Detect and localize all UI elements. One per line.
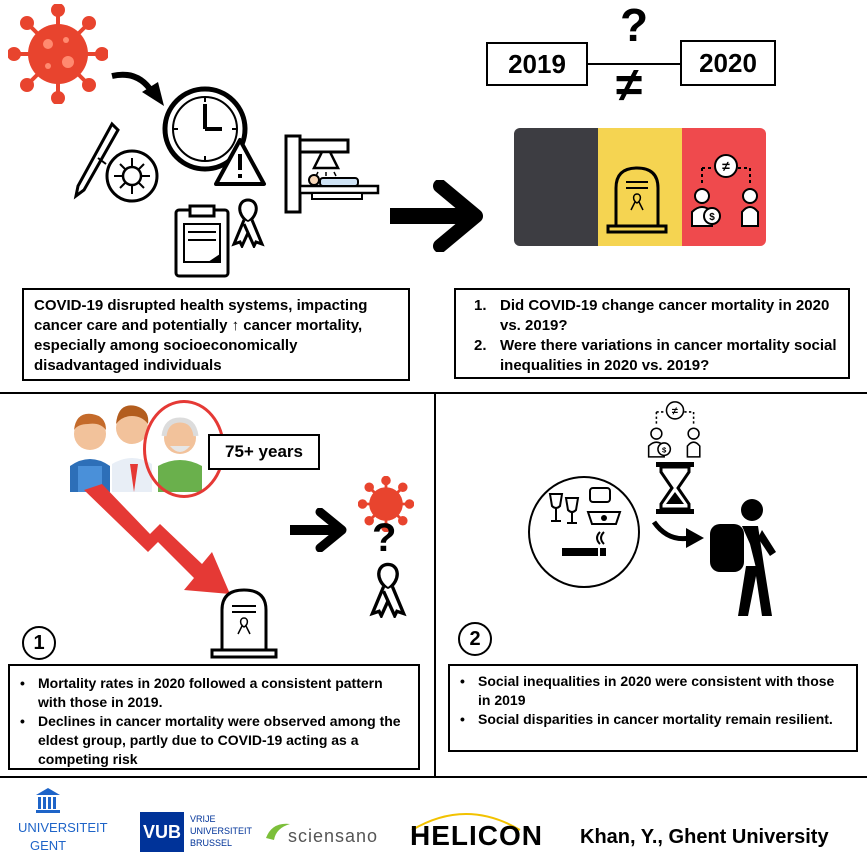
vub-name-line2: UNIVERSITEIT	[190, 826, 253, 836]
panel1-findings-box	[8, 664, 420, 770]
awareness-ribbon-icon	[364, 560, 412, 618]
age-label-box	[208, 434, 320, 470]
author-credit: Khan, Y., Ghent University	[580, 826, 829, 848]
sciensano-logo: sciensano	[288, 826, 379, 846]
alcohol-glasses-icon	[546, 490, 582, 526]
question-mark: ?	[372, 516, 397, 560]
finding-text: Declines in cancer mortality were observed among the eldest group, partly due to COVID-19 acting as a competing risk	[38, 713, 401, 767]
section-divider-bottom	[0, 776, 867, 778]
vub-logo-mark	[140, 812, 184, 852]
gravestone-icon	[602, 160, 672, 236]
svg-text:≠: ≠	[722, 158, 730, 174]
inequality-people-icon	[642, 398, 708, 460]
vub-name-line1: VRIJE	[190, 814, 216, 824]
clipboard-icon	[172, 204, 234, 280]
year-2020-label: 2020	[699, 47, 757, 78]
flag-black-stripe	[514, 128, 598, 246]
svg-text:$: $	[709, 212, 715, 223]
scale-food-icon	[584, 486, 624, 526]
question-number: 2.	[474, 337, 487, 354]
svg-text:$: $	[661, 445, 667, 455]
panel-number-badge: 2	[458, 622, 492, 656]
not-equal-sign: ≠	[616, 59, 643, 112]
finding-text: Social disparities in cancer mortality remain resilient.	[478, 711, 833, 727]
ugent-logo-line1: UNIVERSITEIT	[18, 820, 108, 835]
panel2-findings-box	[448, 664, 858, 752]
question-item	[474, 296, 844, 336]
inequality-people-icon	[688, 150, 764, 230]
hourglass-icon	[654, 460, 696, 516]
curved-arrow-icon	[108, 66, 168, 110]
vub-name-line3: BRUSSEL	[190, 838, 233, 848]
question-item	[474, 336, 844, 376]
year-2019-label: 2019	[508, 48, 566, 79]
finding-bullet: • Mortality rates in 2020 followed a consistent pattern with those in 2019.	[20, 675, 383, 710]
coronavirus-icon	[8, 4, 108, 104]
section-divider-middle	[434, 392, 436, 776]
awareness-ribbon-icon	[228, 196, 268, 248]
context-text: COVID-19 disrupted health systems, impacting cancer care and potentially ↑ cancer mortality, especially among socioeconomically disadvantaged individuals	[34, 297, 368, 374]
finding-bullet: • Social inequalities in 2020 were consistent with those in 2019	[460, 673, 835, 708]
finding-text: Social inequalities in 2020 were consistent with those in 2019	[478, 673, 835, 708]
svg-text:≠: ≠	[672, 405, 678, 418]
research-questions-box	[454, 288, 850, 379]
warning-icon	[212, 136, 268, 188]
right-arrow-icon	[388, 180, 488, 252]
cigarette-icon	[560, 530, 608, 560]
finding-bullet: • Declines in cancer mortality were observed among the eldest group, partly due to COVID-19 acting as a competing risk	[20, 713, 401, 767]
question-text: Did COVID-19 change cancer mortality in 2020 vs. 2019?	[500, 297, 830, 334]
vub-logo-text: VUB	[142, 821, 181, 842]
year-2019-box	[486, 42, 588, 86]
helicon-logo: HELICON	[410, 820, 543, 851]
age-label: 75+ years	[225, 442, 303, 461]
curved-arrow-icon	[650, 518, 706, 552]
gravestone-icon	[206, 584, 282, 662]
panel-number-badge: 1	[22, 626, 56, 660]
right-arrow-icon	[288, 508, 350, 552]
context-text-box	[22, 288, 410, 381]
question-text: Were there variations in cancer mortality social inequalities in 2020 vs. 2019?	[500, 337, 837, 374]
question-mark: ?	[620, 0, 649, 51]
question-number: 1.	[474, 297, 487, 314]
ugent-logo-line2: GENT	[30, 838, 67, 853]
finding-bullet: • Social disparities in cancer mortality remain resilient.	[460, 711, 833, 727]
hiker-with-backpack-icon	[706, 496, 778, 620]
year-2020-box	[680, 40, 776, 86]
finding-text: Mortality rates in 2020 followed a consistent pattern with those in 2019.	[38, 675, 383, 710]
ugent-logo-icon	[34, 786, 62, 814]
microbe-icon	[104, 148, 160, 204]
ct-scanner-icon	[282, 130, 382, 216]
